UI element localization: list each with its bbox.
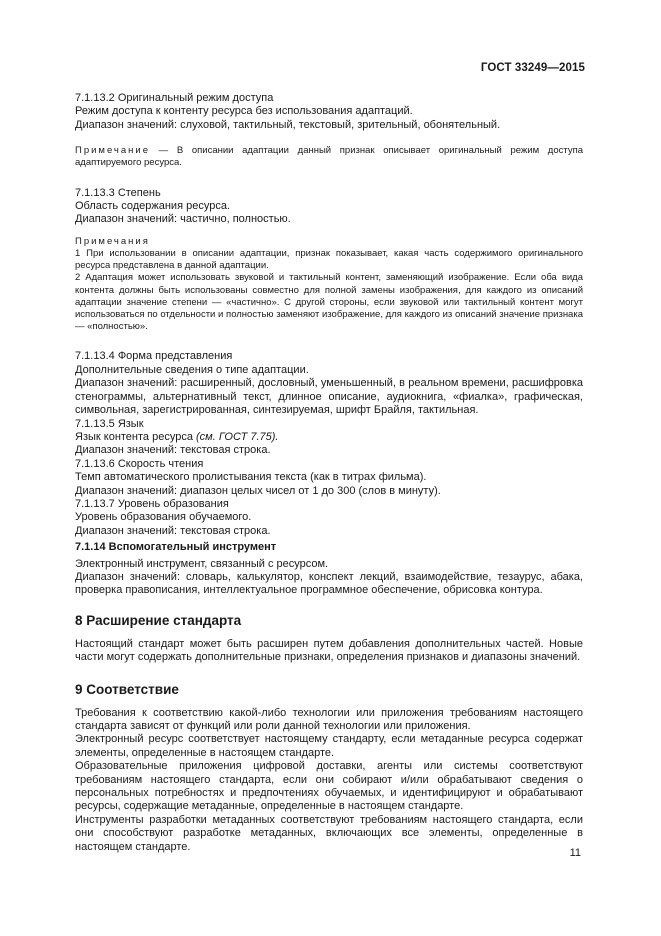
text-paragraph: Диапазон значений: словарь, калькулятор, конспект лекций, взаимодействие, тезаурус, абака, проверка правописания, интеллектуальное программное обеспечение, обрисовка контура. — [75, 570, 583, 597]
heading-7-1-14: 7.1.14 Вспомогательный инструмент — [75, 541, 277, 554]
text-line: Диапазон значений: текстовая строка. — [75, 444, 271, 457]
section-9-paragraph-1: Требования к соответствию какой-либо технологии или приложения требованиям настоящего стандарта зависят от функций или роли данной технологии или приложения. — [75, 706, 583, 732]
heading-7-1-13-2: 7.1.13.2 Оригинальный режим доступа — [75, 92, 274, 104]
heading-7-1-13-5: 7.1.13.5 Язык — [75, 417, 144, 430]
text-line — [75, 431, 583, 444]
text-line: Диапазон значений: слуховой, тактильный, текстовый, зрительный, обонятельный. — [75, 118, 501, 131]
text-fragment: Язык контента ресурса — [75, 430, 196, 443]
section-8-heading: 8 Расширение стандарта — [75, 612, 242, 628]
text-paragraph: Диапазон значений: расширенный, дословный, уменьшенный, в реальном времени, расшифровка стенограммы, альтернативный текст, длинное описание, аудиокнига, «фиалка», графическая, символьная, зарегистрированная, синтезируемая, шрифт Брайля, тактильная. — [75, 377, 583, 417]
text-line: Темп автоматического пролистывания текста (как в титрах фильма). — [75, 471, 427, 484]
section-9-paragraph-2: Электронный ресурс соответствует настоящему стандарту, если метаданные ресурса содержат элементы, определенные в настоящем стандарте. — [75, 733, 583, 759]
note-label: Примечание — [75, 145, 150, 157]
text-line: Диапазон значений: частично, полностью. — [75, 213, 291, 226]
text-line: Диапазон значений: текстовая строка. — [75, 524, 271, 537]
text-line: Электронный инструмент, связанный с ресурсом. — [75, 557, 329, 570]
text-line: Уровень образования обучаемого. — [75, 511, 252, 524]
text-line: Область содержания ресурса. — [75, 200, 230, 213]
notes-label: Примечания — [75, 235, 150, 247]
heading-7-1-13-3: 7.1.13.3 Степень — [75, 186, 161, 199]
note-1: 1 При использовании в описании адаптации, признак показывает, какая часть содержимого оригинального ресурса представлена в данной адаптации. — [75, 248, 583, 272]
page-content — [75, 92, 583, 854]
document-code: ГОСТ 33249—2015 — [480, 62, 585, 74]
standard-reference: (см. ГОСТ 7.75). — [196, 430, 279, 443]
heading-7-1-13-7: 7.1.13.7 Уровень образования — [75, 497, 229, 510]
heading-7-1-13-6: 7.1.13.6 Скорость чтения — [75, 457, 204, 470]
note-2: 2 Адаптация может использовать звуковой и тактильный контент, заменяющий изображение. Если оба вида контента должны быть использованы совместно для полной замены изображения, для каждого из описаний адаптации значение степени — «частично». С другой стороны, если звуковой или тактильный контент могут использоваться по отдельности и полностью заменяют изображение, для каждого из описаний значение признака — «полностью». — [75, 272, 583, 333]
section-9-paragraph-4: Инструменты разработки метаданных соответствуют требованиям настоящего стандарта, если они способствуют разработке метаданных, включающих все элементы, определенные в настоящем стандарте. — [75, 813, 583, 853]
note-text: — В описании адаптации данный признак описывает оригинальный режим доступа адаптируемого ресурса. — [75, 145, 583, 169]
note-block — [75, 145, 583, 169]
heading-7-1-13-4: 7.1.13.4 Форма представления — [75, 350, 233, 363]
text-line: Дополнительные сведения о типе адаптации. — [75, 363, 309, 376]
text-line: Режим доступа к контенту ресурса без использования адаптаций. — [75, 105, 413, 118]
section-9-heading: 9 Соответствие — [75, 681, 179, 697]
section-8-paragraph: Настоящий стандарт может быть расширен путем добавления дополнительных частей. Новые части могут содержать дополнительные признаки, определения признаков и диапазоны значений. — [75, 637, 583, 664]
text-line: Диапазон значений: диапазон целых чисел от 1 до 300 (слов в минуту). — [75, 484, 441, 497]
section-9-paragraph-3: Образовательные приложения цифровой доставки, агенты или системы соответствуют требованиям настоящего стандарта, если они собирают и/или обрабатывают сведения о персональных потребностях и предпочтениях обучаемых, и идентифицируют и обрабатывают ресурсы, содержащие метаданные, определенные в настоящем стандарте. — [75, 760, 583, 813]
page-number: 11 — [569, 847, 581, 859]
